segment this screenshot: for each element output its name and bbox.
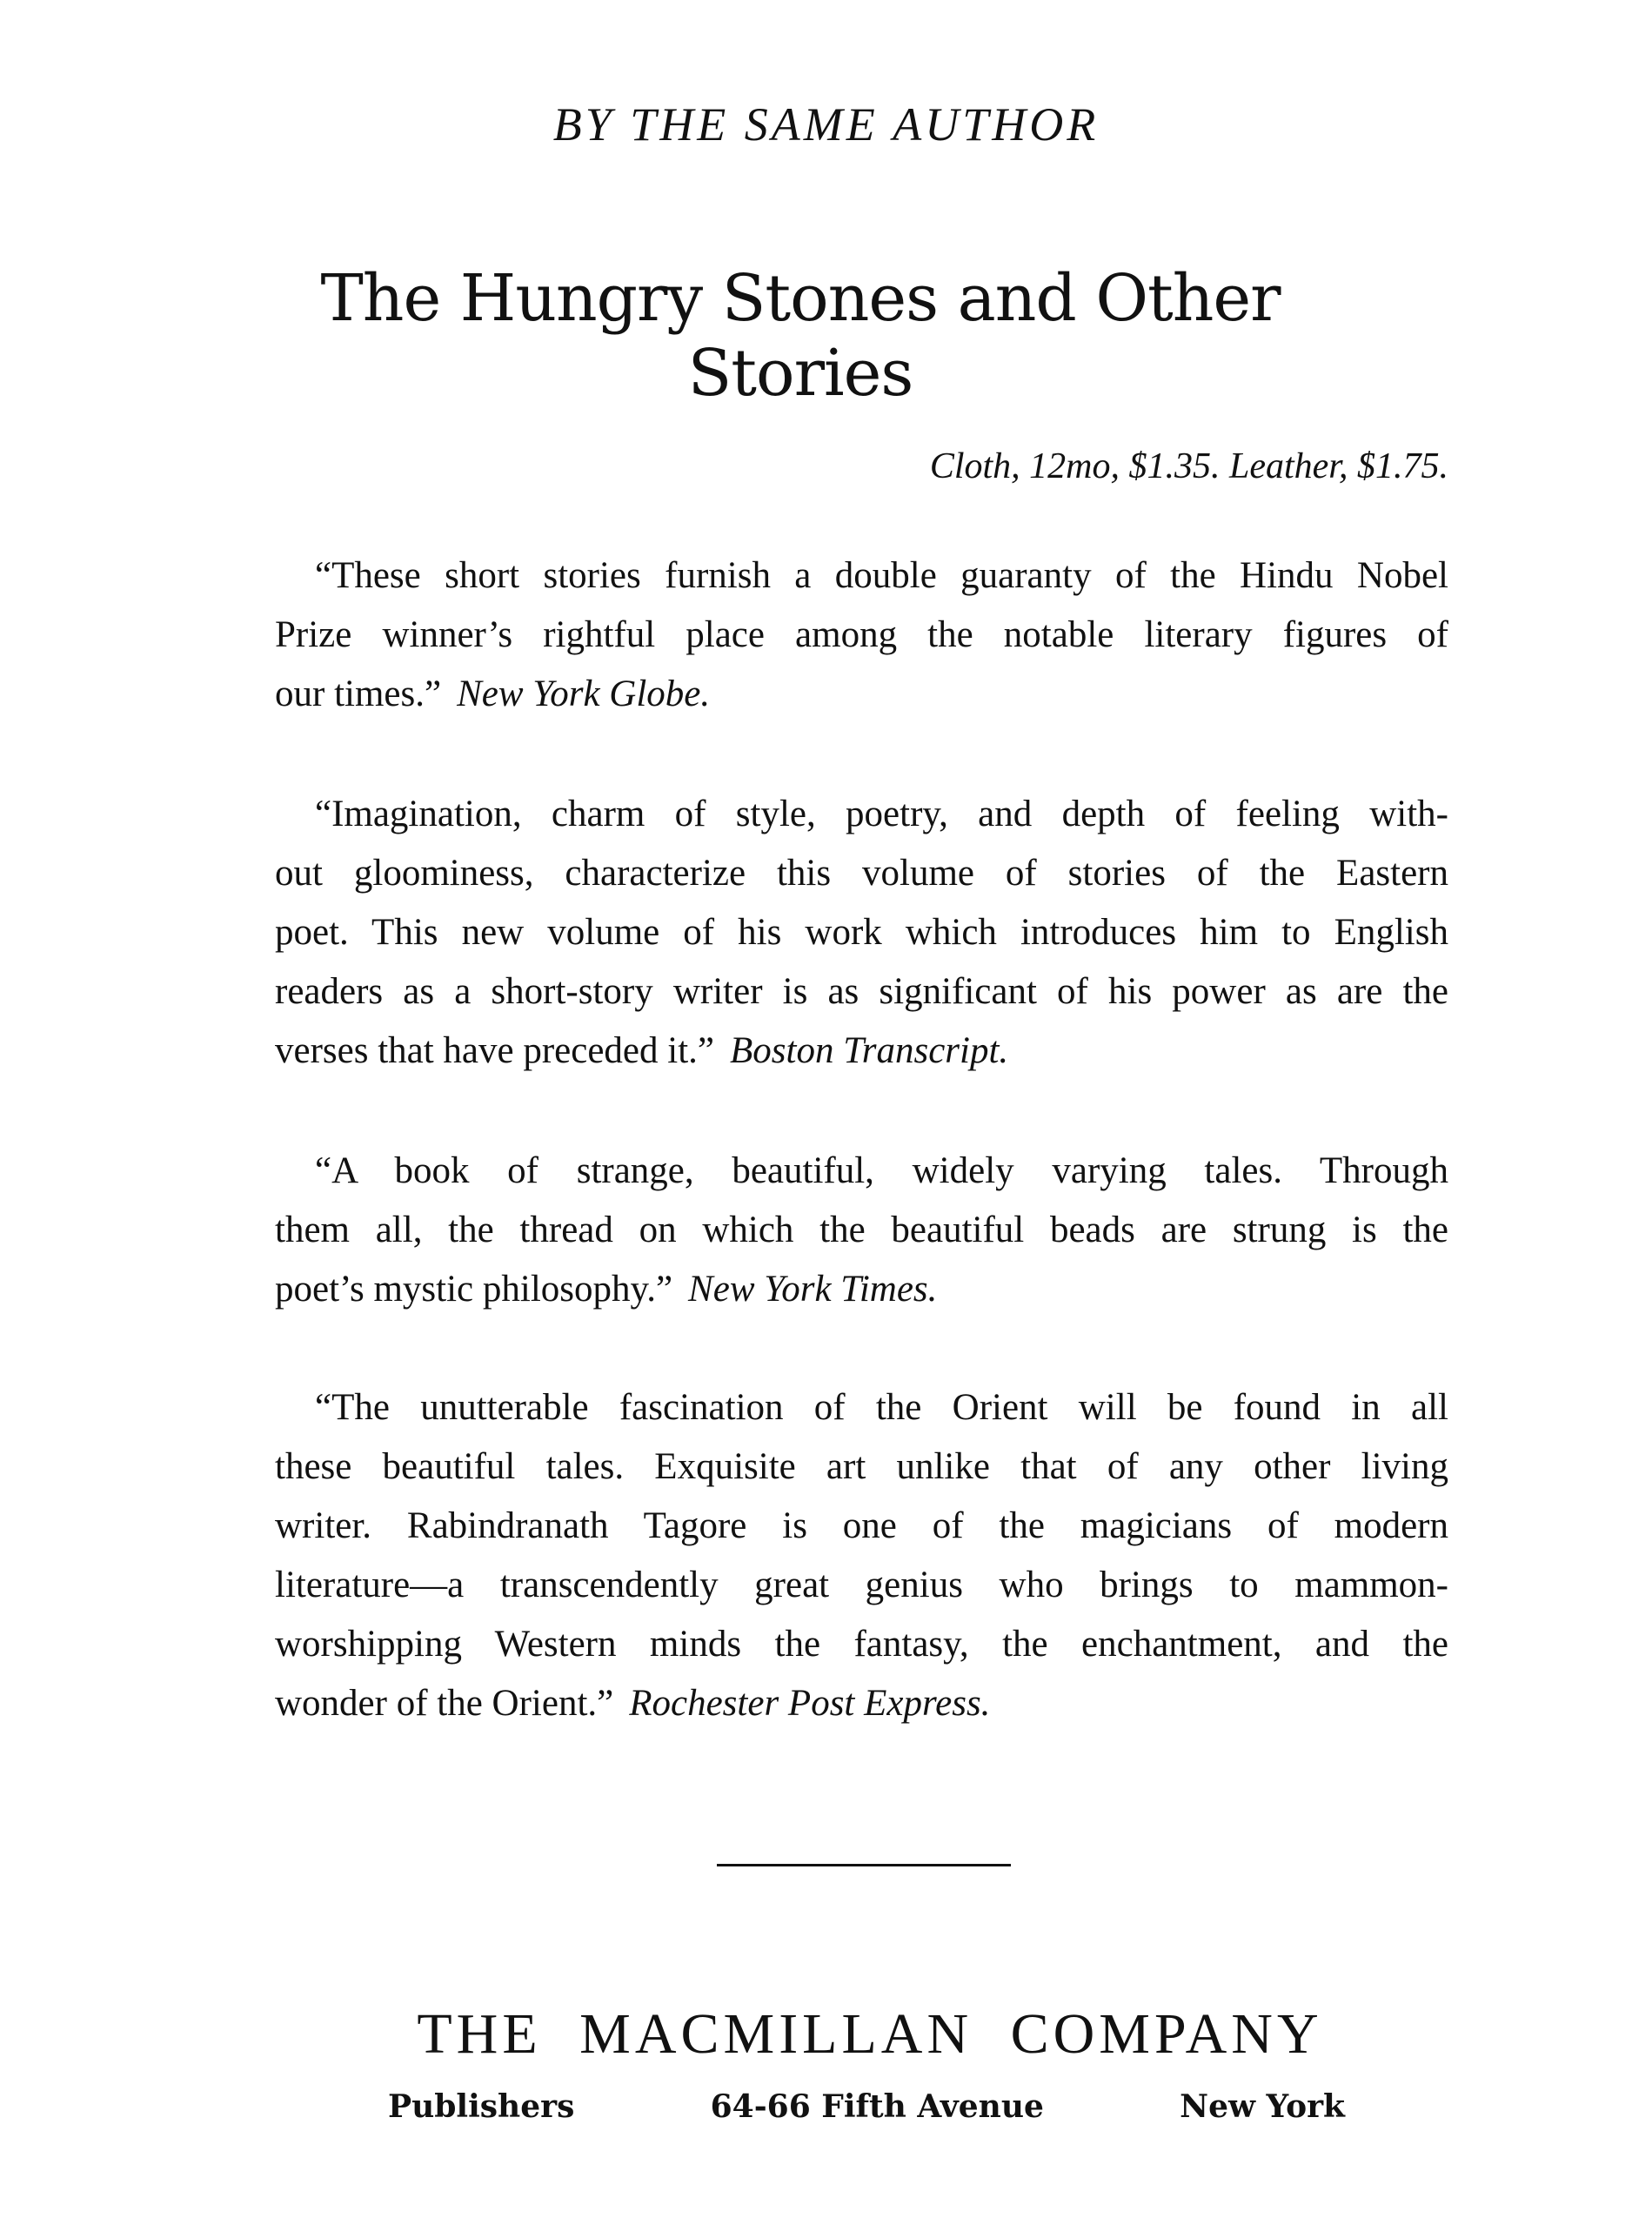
review-line [275,1022,1448,1081]
review-text: our times.” [275,673,442,714]
review-line: worshipping Western minds the fantasy, the enchantment, and the [275,1624,1448,1665]
publisher-role: Publishers [388,2088,575,2125]
review-line [275,665,1448,724]
review-text: poet’s mystic philosophy.” [275,1269,673,1310]
divider-rule [717,1864,1011,1866]
price-line: Cloth, 12mo, $1.35. Leather, $1.75. [929,446,1448,486]
review-line: these beautiful tales. Exquisite art unlike that of any other living [275,1446,1448,1487]
review-line [275,1674,1448,1733]
review-text: verses that have preceded it.” [275,1030,714,1071]
review-3 [275,1142,1448,1319]
review-source: New York Globe. [457,673,711,714]
review-4 [275,1378,1448,1733]
review-line: “The unutterable fascination of the Orient will be found in all [315,1387,1448,1428]
review-source: Rochester Post Express. [629,1683,991,1724]
review-line: “Imagination, charm of style, poetry, and depth of feeling with- [315,794,1448,834]
review-source: Boston Transcript. [730,1030,1009,1071]
review-line: out gloominess, characterize this volume of stories of the Eastern [275,853,1448,894]
section-heading: BY THE SAME AUTHOR [552,98,1100,151]
review-line: literature—a transcendently great genius who brings to mammon- [275,1565,1448,1605]
review-1 [275,546,1448,724]
publisher-details [388,2088,1345,2125]
publisher-city: New York [1180,2088,1345,2125]
review-line: poet. This new volume of his work which introduces him to English [275,912,1448,953]
review-text: wonder of the Orient.” [275,1683,614,1724]
review-source: New York Times. [688,1269,938,1310]
review-line: Prize winner’s rightful place among the notable literary figures of [275,614,1448,655]
review-2 [275,785,1448,1081]
review-line: writer. Rabindranath Tagore is one of the magicians of modern [275,1505,1448,1546]
review-line: readers as a short-story writer is as significant of his power as are the [275,971,1448,1012]
book-title: The Hungry Stones and Other Stories [320,261,1281,411]
review-line [275,1260,1448,1319]
review-line: “These short stories furnish a double guaranty of the Hindu Nobel [315,555,1448,596]
review-line: “A book of strange, beautiful, widely varying tales. Through [315,1150,1448,1191]
publisher-address: 64-66 Fifth Avenue [710,2088,1044,2125]
review-line: them all, the thread on which the beautiful beads are strung is the [275,1210,1448,1250]
publisher-name: THE MACMILLAN COMPANY [417,2002,1323,2066]
